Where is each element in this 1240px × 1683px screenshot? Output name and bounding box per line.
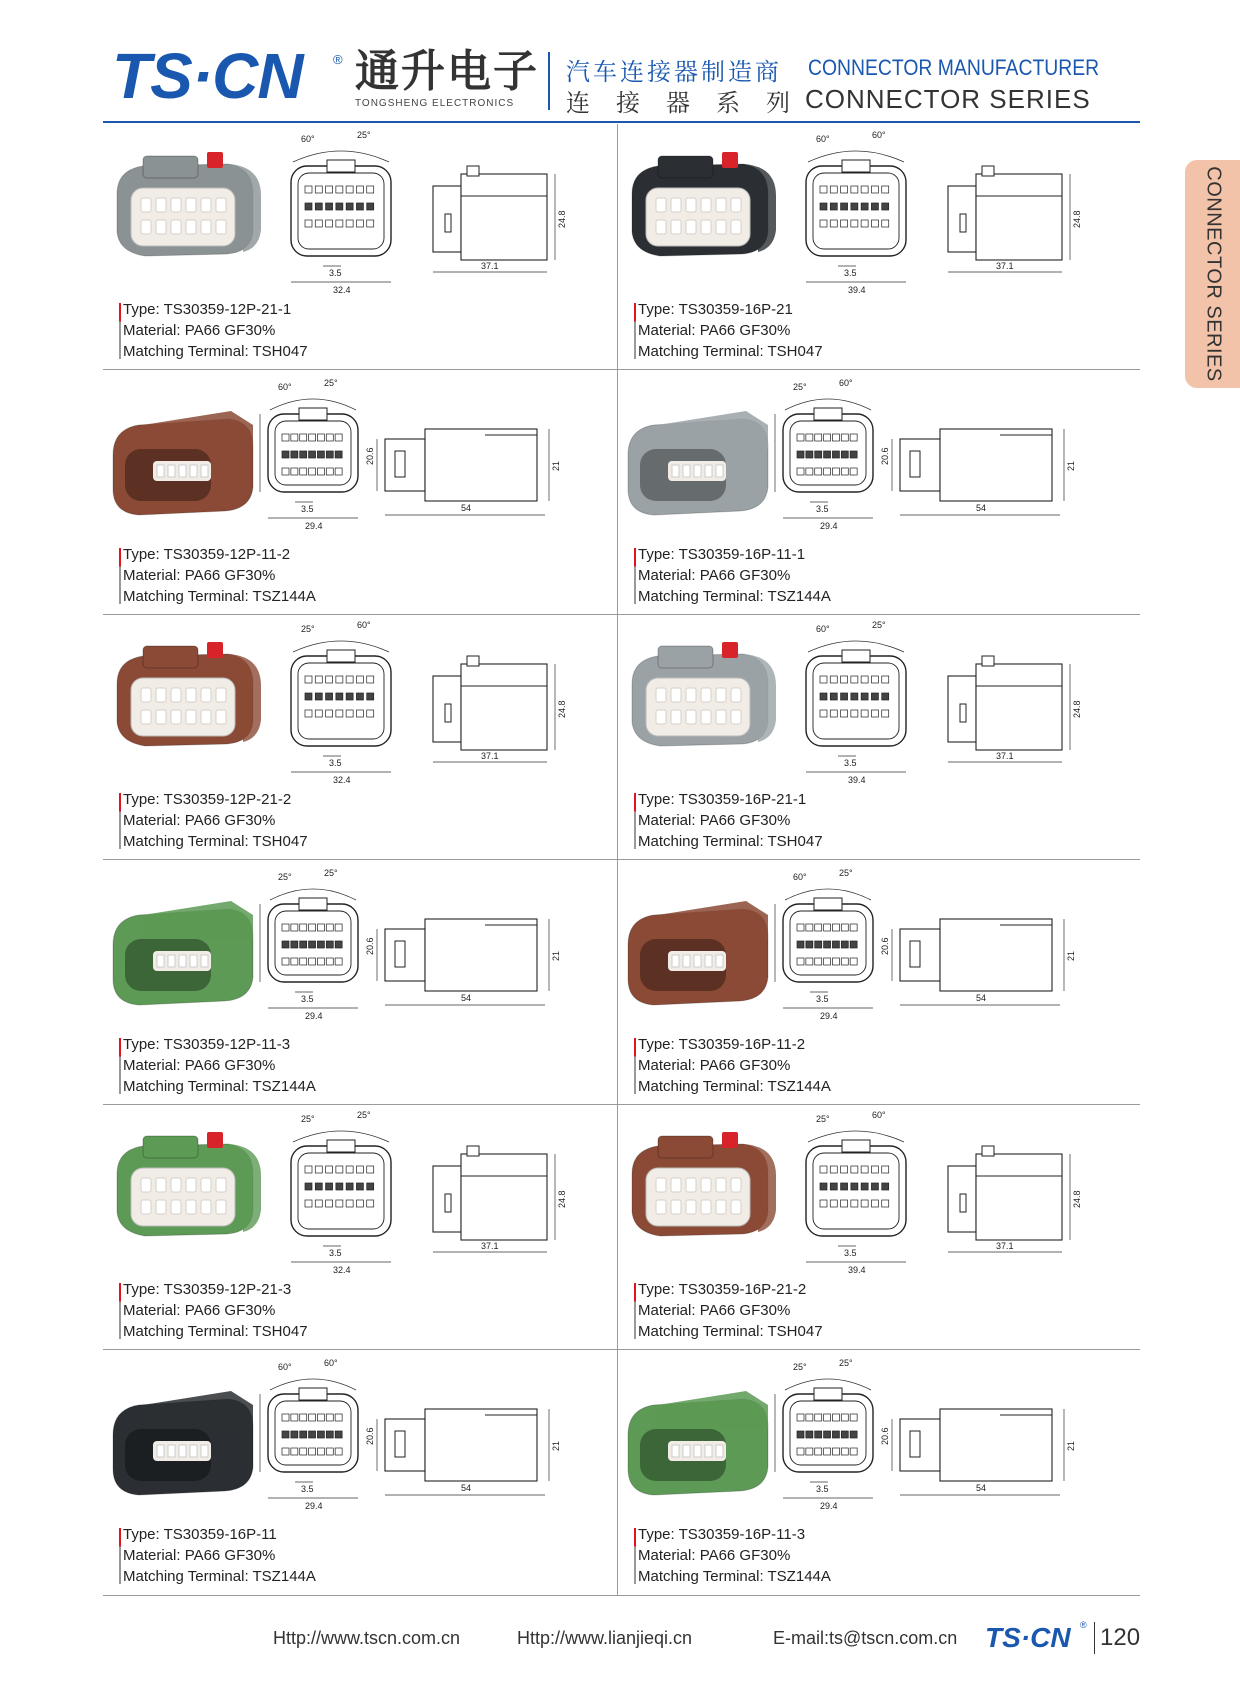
dimension-label: 3.5 (816, 1484, 829, 1494)
product-terminal-label: Matching Terminal: (638, 833, 768, 850)
header-rule (103, 121, 1140, 123)
product-type (638, 1034, 831, 1055)
product-illustration (618, 859, 1133, 1029)
dimension-label: 29.4 (820, 1011, 838, 1021)
side-view-drawing (880, 429, 1076, 515)
dimension-label: 25° (816, 1114, 830, 1124)
dimension-label: 60° (839, 378, 853, 388)
product-material (123, 565, 316, 586)
dimension-label: 25° (278, 872, 292, 882)
side-view-drawing (365, 919, 561, 1005)
product-specs (638, 1524, 831, 1587)
product-terminal-value: TSH047 (252, 1323, 308, 1340)
footer-logo: TS·CN (985, 1622, 1071, 1653)
product-type (123, 1524, 316, 1545)
dimension-label: 21 (551, 950, 561, 961)
product-terminal (123, 586, 316, 607)
product-terminal (638, 1076, 831, 1097)
product-type-value: TS30359-16P-11-1 (678, 546, 806, 563)
product-card (618, 124, 1133, 368)
product-terminal-value: TSZ144A (767, 588, 831, 605)
dimension-label: 21 (1066, 460, 1076, 471)
connector-photo (113, 1391, 253, 1495)
product-terminal (123, 1321, 308, 1342)
dimension-label: 60° (357, 620, 371, 630)
product-illustration (618, 124, 1133, 294)
dimension-label: 25° (793, 382, 807, 392)
product-material-value: PA66 GF30% (184, 322, 276, 339)
product-terminal-value: TSZ144A (252, 588, 316, 605)
dimension-label: 20.6 (880, 447, 890, 465)
dimension-label: 29.4 (305, 1501, 323, 1511)
product-illustration (103, 614, 618, 784)
product-specs (638, 544, 831, 607)
header-divider (548, 52, 550, 110)
product-card (103, 1349, 618, 1593)
dimension-label: 37.1 (996, 1241, 1014, 1251)
dimension-label: 54 (976, 503, 987, 513)
connector-photo (632, 152, 776, 256)
dimension-label: 32.4 (333, 775, 351, 784)
product-type-value: TS30359-16P-11-3 (678, 1526, 806, 1543)
info-accent-bar (634, 303, 636, 359)
page-header (0, 0, 1240, 130)
front-view-drawing (775, 868, 873, 1021)
product-card (618, 1349, 1133, 1593)
product-terminal (123, 1566, 316, 1587)
product-type-value: TS30359-12P-21-3 (163, 1281, 292, 1298)
side-view-drawing (880, 919, 1076, 1005)
product-type-value: TS30359-12P-21-2 (163, 791, 292, 808)
product-terminal-label: Matching Terminal: (123, 1568, 253, 1585)
dimension-label: 37.1 (481, 1241, 499, 1251)
product-specs (123, 789, 308, 852)
product-specs (638, 789, 823, 852)
product-type-value: TS30359-16P-11 (163, 1526, 277, 1543)
product-material (123, 810, 308, 831)
product-material (638, 565, 831, 586)
product-specs (638, 1279, 823, 1342)
product-material-label: Material: (638, 567, 700, 584)
product-material (638, 810, 823, 831)
product-terminal (638, 1321, 823, 1342)
product-terminal-label: Matching Terminal: (638, 1323, 768, 1340)
info-accent-bar (634, 793, 636, 849)
company-name-en: TONGSHENG ELECTRONICS (355, 98, 515, 109)
dimension-label: 39.4 (848, 285, 866, 294)
dimension-label: 60° (816, 624, 830, 634)
product-illustration (103, 1104, 618, 1274)
dimension-label: 3.5 (329, 268, 342, 278)
product-material-label: Material: (123, 1302, 185, 1319)
product-type-label: Type: (638, 1036, 679, 1053)
product-type (123, 1034, 316, 1055)
front-view-drawing (260, 378, 358, 531)
side-view-drawing (433, 166, 567, 272)
info-accent-bar (634, 1038, 636, 1094)
dimension-label: 32.4 (333, 285, 351, 294)
connector-photo (628, 901, 768, 1005)
dimension-label: 60° (324, 1358, 338, 1368)
product-terminal-label: Matching Terminal: (123, 1078, 253, 1095)
brand-logo: TS·CN (112, 40, 303, 112)
section-tab (1185, 160, 1240, 388)
product-type-label: Type: (638, 791, 679, 808)
product-card (618, 614, 1133, 858)
product-specs (638, 1034, 831, 1097)
side-view-drawing (365, 1409, 561, 1495)
product-type-label: Type: (638, 301, 679, 318)
product-type-value: TS30359-16P-21-1 (678, 791, 807, 808)
dimension-label: 24.8 (1072, 1190, 1082, 1208)
product-material-label: Material: (638, 1302, 700, 1319)
product-material-label: Material: (638, 812, 700, 829)
dimension-label: 25° (793, 1362, 807, 1372)
info-accent-bar (634, 548, 636, 604)
product-specs (123, 1524, 316, 1587)
dimension-label: 54 (976, 993, 987, 1003)
product-material-value: PA66 GF30% (699, 1302, 791, 1319)
dimension-label: 54 (976, 1483, 987, 1493)
dimension-label: 60° (278, 1362, 292, 1372)
product-terminal (638, 831, 823, 852)
side-view-drawing (433, 656, 567, 762)
dimension-label: 20.6 (880, 937, 890, 955)
front-view-drawing (775, 378, 873, 531)
dimension-label: 25° (324, 378, 338, 388)
product-material-value: PA66 GF30% (699, 812, 791, 829)
product-material-label: Material: (123, 1547, 185, 1564)
side-view-drawing (365, 429, 561, 515)
product-type-label: Type: (123, 1526, 164, 1543)
dimension-label: 25° (839, 868, 853, 878)
front-view-drawing (291, 130, 391, 294)
dimension-label: 54 (461, 503, 472, 513)
connector-photo (628, 411, 768, 515)
product-type-value: TS30359-12P-21-1 (163, 301, 292, 318)
product-material-value: PA66 GF30% (699, 322, 791, 339)
grid-row-divider (103, 1595, 1140, 1596)
product-material-value: PA66 GF30% (184, 1547, 276, 1564)
product-material-label: Material: (638, 1057, 700, 1074)
dimension-label: 60° (872, 130, 886, 140)
product-illustration (618, 1349, 1133, 1519)
dimension-label: 37.1 (996, 751, 1014, 761)
product-material (123, 1545, 316, 1566)
product-material-label: Material: (638, 322, 700, 339)
info-accent-bar (119, 793, 121, 849)
product-material-label: Material: (123, 567, 185, 584)
product-type (123, 789, 308, 810)
dimension-label: 25° (301, 624, 315, 634)
product-terminal-label: Matching Terminal: (638, 1568, 768, 1585)
product-type-label: Type: (123, 1036, 164, 1053)
product-material-value: PA66 GF30% (184, 567, 276, 584)
product-type-value: TS30359-16P-21-2 (678, 1281, 807, 1298)
product-material-label: Material: (638, 1547, 700, 1564)
product-specs (123, 299, 308, 362)
dimension-label: 29.4 (820, 521, 838, 531)
product-material-value: PA66 GF30% (699, 1057, 791, 1074)
product-illustration (618, 614, 1133, 784)
product-type-label: Type: (638, 546, 679, 563)
dimension-label: 3.5 (844, 1248, 857, 1258)
side-view-drawing (433, 1146, 567, 1252)
connector-photo (113, 411, 253, 515)
registered-mark: ® (333, 52, 343, 67)
product-terminal-value: TSH047 (767, 833, 823, 850)
product-card (103, 369, 618, 613)
front-view-drawing (291, 1110, 391, 1274)
product-terminal-value: TSZ144A (767, 1078, 831, 1095)
product-specs (123, 1034, 316, 1097)
product-material-label: Material: (123, 1057, 185, 1074)
dimension-label: 3.5 (816, 504, 829, 514)
dimension-label: 3.5 (844, 268, 857, 278)
product-illustration (103, 859, 618, 1029)
tagline-en-series: CONNECTOR SERIES (805, 84, 1091, 114)
dimension-label: 24.8 (557, 1190, 567, 1208)
dimension-label: 25° (324, 868, 338, 878)
product-card (618, 859, 1133, 1103)
product-material (638, 320, 823, 341)
product-material-value: PA66 GF30% (184, 1057, 276, 1074)
product-specs (123, 1279, 308, 1342)
dimension-label: 24.8 (557, 700, 567, 718)
product-type-value: TS30359-12P-11-2 (163, 546, 291, 563)
dimension-label: 60° (816, 134, 830, 144)
product-type-value: TS30359-12P-11-3 (163, 1036, 291, 1053)
dimension-label: 39.4 (848, 775, 866, 784)
info-accent-bar (119, 303, 121, 359)
front-view-drawing (806, 1110, 906, 1274)
info-accent-bar (634, 1283, 636, 1339)
product-terminal-value: TSH047 (767, 343, 823, 360)
product-type-label: Type: (123, 1281, 164, 1298)
product-card (618, 1104, 1133, 1348)
product-material (638, 1545, 831, 1566)
dimension-label: 3.5 (329, 758, 342, 768)
product-terminal-label: Matching Terminal: (638, 343, 768, 360)
product-type-label: Type: (123, 791, 164, 808)
product-material-label: Material: (123, 812, 185, 829)
footer-url-lianjieqi[interactable]: Http://www.lianjieqi.cn (517, 1628, 693, 1648)
product-illustration (103, 1349, 618, 1519)
product-type-label: Type: (123, 546, 164, 563)
footer-email[interactable]: E-mail:ts@tscn.com.cn (773, 1628, 958, 1648)
product-type (638, 544, 831, 565)
dimension-label: 29.4 (305, 1011, 323, 1021)
dimension-label: 3.5 (301, 1484, 314, 1494)
dimension-label: 60° (278, 382, 292, 392)
dimension-label: 25° (357, 1110, 371, 1120)
product-card (103, 1104, 618, 1348)
product-material (123, 320, 308, 341)
front-view-drawing (806, 130, 906, 294)
product-terminal-label: Matching Terminal: (123, 1323, 253, 1340)
dimension-label: 3.5 (329, 1248, 342, 1258)
product-card (103, 859, 618, 1103)
info-accent-bar (634, 1528, 636, 1584)
info-accent-bar (119, 1528, 121, 1584)
product-type (123, 299, 308, 320)
product-terminal-value: TSZ144A (252, 1568, 316, 1585)
dimension-label: 21 (1066, 950, 1076, 961)
footer-divider (1094, 1622, 1095, 1654)
front-view-drawing (260, 1358, 358, 1511)
side-view-drawing (880, 1409, 1076, 1495)
dimension-label: 60° (872, 1110, 886, 1120)
product-type (638, 299, 823, 320)
product-material (638, 1055, 831, 1076)
company-name-cn: 通升电子 (355, 46, 539, 97)
product-type (638, 789, 823, 810)
connector-photo (628, 1391, 768, 1495)
dimension-label: 37.1 (996, 261, 1014, 271)
dimension-label: 3.5 (816, 994, 829, 1004)
dimension-label: 60° (793, 872, 807, 882)
dimension-label: 21 (551, 1440, 561, 1451)
product-specs (638, 299, 823, 362)
product-material-label: Material: (123, 322, 185, 339)
dimension-label: 21 (551, 460, 561, 471)
front-view-drawing (260, 868, 358, 1021)
tagline-en-manufacturer: CONNECTOR MANUFACTURER (808, 55, 1100, 80)
info-accent-bar (119, 1038, 121, 1094)
product-terminal-label: Matching Terminal: (123, 833, 253, 850)
product-illustration (103, 124, 618, 294)
dimension-label: 21 (1066, 1440, 1076, 1451)
product-type (638, 1524, 831, 1545)
dimension-label: 25° (872, 620, 886, 630)
product-material (123, 1055, 316, 1076)
product-terminal (123, 831, 308, 852)
connector-photo (632, 1132, 776, 1236)
product-terminal-label: Matching Terminal: (638, 588, 768, 605)
dimension-label: 39.4 (848, 1265, 866, 1274)
dimension-label: 54 (461, 1483, 472, 1493)
product-illustration (618, 1104, 1133, 1274)
dimension-label: 3.5 (301, 504, 314, 514)
dimension-label: 25° (839, 1358, 853, 1368)
footer-registered-mark: ® (1080, 1620, 1087, 1630)
dimension-label: 3.5 (844, 758, 857, 768)
product-terminal-label: Matching Terminal: (123, 588, 253, 605)
connector-photo (117, 152, 261, 256)
product-material-value: PA66 GF30% (184, 812, 276, 829)
connector-photo (632, 642, 776, 746)
product-type (123, 544, 316, 565)
product-type-label: Type: (638, 1526, 679, 1543)
dimension-label: 29.4 (820, 1501, 838, 1511)
product-type-value: TS30359-16P-11-2 (678, 1036, 806, 1053)
product-illustration (618, 369, 1133, 539)
tagline-cn-series: 连接器系列 (566, 89, 816, 117)
product-terminal-label: Matching Terminal: (638, 1078, 768, 1095)
section-tab-label: CONNECTOR SERIES (1202, 166, 1224, 382)
product-card (103, 124, 618, 368)
dimension-label: 20.6 (365, 1427, 375, 1445)
product-material-value: PA66 GF30% (184, 1302, 276, 1319)
product-type (638, 1279, 823, 1300)
product-terminal-label: Matching Terminal: (123, 343, 253, 360)
product-terminal-value: TSH047 (252, 343, 308, 360)
dimension-label: 24.8 (1072, 700, 1082, 718)
dimension-label: 60° (301, 134, 315, 144)
product-terminal (638, 1566, 831, 1587)
dimension-label: 29.4 (305, 521, 323, 531)
dimension-label: 25° (357, 130, 371, 140)
product-terminal-value: TSH047 (252, 833, 308, 850)
tagline-cn-manufacturer: 汽车连接器制造商 (566, 58, 782, 86)
product-material (123, 1300, 308, 1321)
connector-photo (117, 642, 261, 746)
dimension-label: 3.5 (301, 994, 314, 1004)
dimension-label: 24.8 (557, 210, 567, 228)
product-specs (123, 544, 316, 607)
dimension-label: 54 (461, 993, 472, 1003)
info-accent-bar (119, 1283, 121, 1339)
connector-photo (117, 1132, 261, 1236)
product-material-value: PA66 GF30% (699, 1547, 791, 1564)
dimension-label: 24.8 (1072, 210, 1082, 228)
product-terminal-value: TSH047 (767, 1323, 823, 1340)
product-card (103, 614, 618, 858)
dimension-label: 20.6 (365, 937, 375, 955)
side-view-drawing (948, 166, 1082, 272)
connector-photo (113, 901, 253, 1005)
product-terminal (638, 341, 823, 362)
product-material-value: PA66 GF30% (699, 567, 791, 584)
dimension-label: 20.6 (880, 1427, 890, 1445)
product-type-value: TS30359-16P-21 (678, 301, 793, 318)
product-type-label: Type: (123, 301, 164, 318)
dimension-label: 20.6 (365, 447, 375, 465)
product-type-label: Type: (638, 1281, 679, 1298)
product-terminal (123, 1076, 316, 1097)
product-terminal (123, 341, 308, 362)
dimension-label: 37.1 (481, 751, 499, 761)
product-illustration (103, 369, 618, 539)
info-accent-bar (119, 548, 121, 604)
product-terminal-value: TSZ144A (252, 1078, 316, 1095)
front-view-drawing (291, 620, 391, 784)
page-number: 120 (1100, 1624, 1141, 1651)
dimension-label: 37.1 (481, 261, 499, 271)
product-material (638, 1300, 823, 1321)
product-terminal (638, 586, 831, 607)
front-view-drawing (775, 1358, 873, 1511)
product-terminal-value: TSZ144A (767, 1568, 831, 1585)
footer-url-tscn[interactable]: Http://www.tscn.com.cn (273, 1628, 461, 1648)
dimension-label: 25° (301, 1114, 315, 1124)
product-type (123, 1279, 308, 1300)
dimension-label: 32.4 (333, 1265, 351, 1274)
side-view-drawing (948, 1146, 1082, 1252)
side-view-drawing (948, 656, 1082, 762)
product-card (618, 369, 1133, 613)
front-view-drawing (806, 620, 906, 784)
